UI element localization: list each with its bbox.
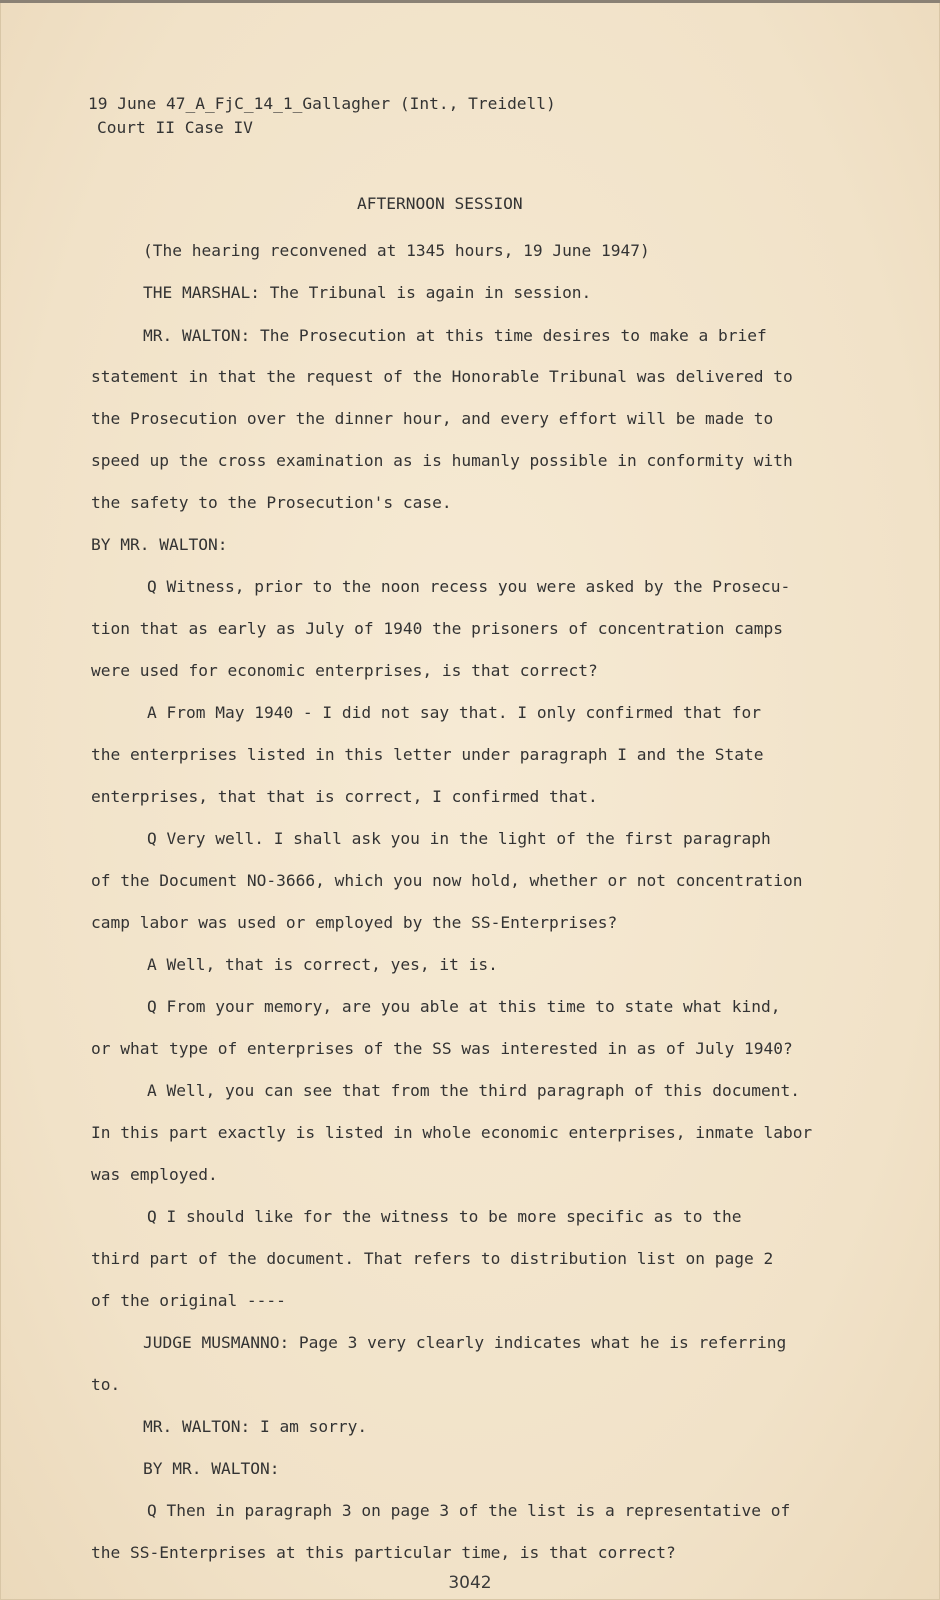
header-line-2: Court II Case IV	[97, 118, 253, 137]
transcript-line: Q Witness, prior to the noon recess you were asked by the Prosecu-	[147, 577, 791, 596]
transcript-line: Q Then in paragraph 3 on page 3 of the list is a representative of	[147, 1501, 791, 1520]
transcript-line: the SS-Enterprises at this particular time, is that correct?	[91, 1543, 676, 1562]
transcript-line: of the original ----	[91, 1291, 286, 1310]
transcript-line: Q From your memory, are you able at this time to state what kind,	[147, 997, 781, 1016]
transcript-line: BY MR. WALTON:	[143, 1459, 280, 1478]
transcript-line: (The hearing reconvened at 1345 hours, 19 June 1947)	[143, 241, 650, 260]
transcript-line: A Well, that is correct, yes, it is.	[147, 955, 498, 974]
transcript-line: were used for economic enterprises, is that correct?	[91, 661, 598, 680]
session-title: AFTERNOON SESSION	[357, 194, 523, 213]
transcript-line: A From May 1940 - I did not say that. I only confirmed that for	[147, 703, 761, 722]
transcript-line: or what type of enterprises of the SS was interested in as of July 1940?	[91, 1039, 793, 1058]
transcript-line: was employed.	[91, 1165, 218, 1184]
transcript-line: Q I should like for the witness to be more specific as to the	[147, 1207, 742, 1226]
transcript-line: JUDGE MUSMANNO: Page 3 very clearly indicates what he is referring	[143, 1333, 787, 1352]
transcript-line: MR. WALTON: The Prosecution at this time desires to make a brief	[143, 326, 767, 345]
transcript-line: A Well, you can see that from the third paragraph of this document.	[147, 1081, 800, 1100]
transcript-line: to.	[91, 1375, 121, 1394]
transcript-line: speed up the cross examination as is humanly possible in conformity with	[91, 451, 793, 470]
transcript-line: In this part exactly is listed in whole economic enterprises, inmate labor	[91, 1123, 813, 1142]
transcript-line: enterprises, that that is correct, I confirmed that.	[91, 787, 598, 806]
header-line-1: 19 June 47_A_FjC_14_1_Gallagher (Int., Treidell)	[88, 94, 556, 113]
transcript-line: tion that as early as July of 1940 the prisoners of concentration camps	[91, 619, 783, 638]
transcript-line: the Prosecution over the dinner hour, and every effort will be made to	[91, 409, 774, 428]
transcript-line: BY MR. WALTON:	[91, 535, 228, 554]
transcript-line: MR. WALTON: I am sorry.	[143, 1417, 368, 1436]
transcript-line: of the Document NO-3666, which you now hold, whether or not concentration	[91, 871, 803, 890]
transcript-line: the safety to the Prosecution's case.	[91, 493, 452, 512]
transcript-line: camp labor was used or employed by the SS-Enterprises?	[91, 913, 618, 932]
transcript-line: Q Very well. I shall ask you in the light of the first paragraph	[147, 829, 771, 848]
transcript-line: third part of the document. That refers to distribution list on page 2	[91, 1249, 774, 1268]
transcript-line: THE MARSHAL: The Tribunal is again in session.	[143, 283, 592, 302]
page-edge	[0, 0, 940, 3]
transcript-line: statement in that the request of the Honorable Tribunal was delivered to	[91, 367, 793, 386]
transcript-line: the enterprises listed in this letter under paragraph I and the State	[91, 745, 764, 764]
page-number: 3042	[448, 1573, 492, 1593]
